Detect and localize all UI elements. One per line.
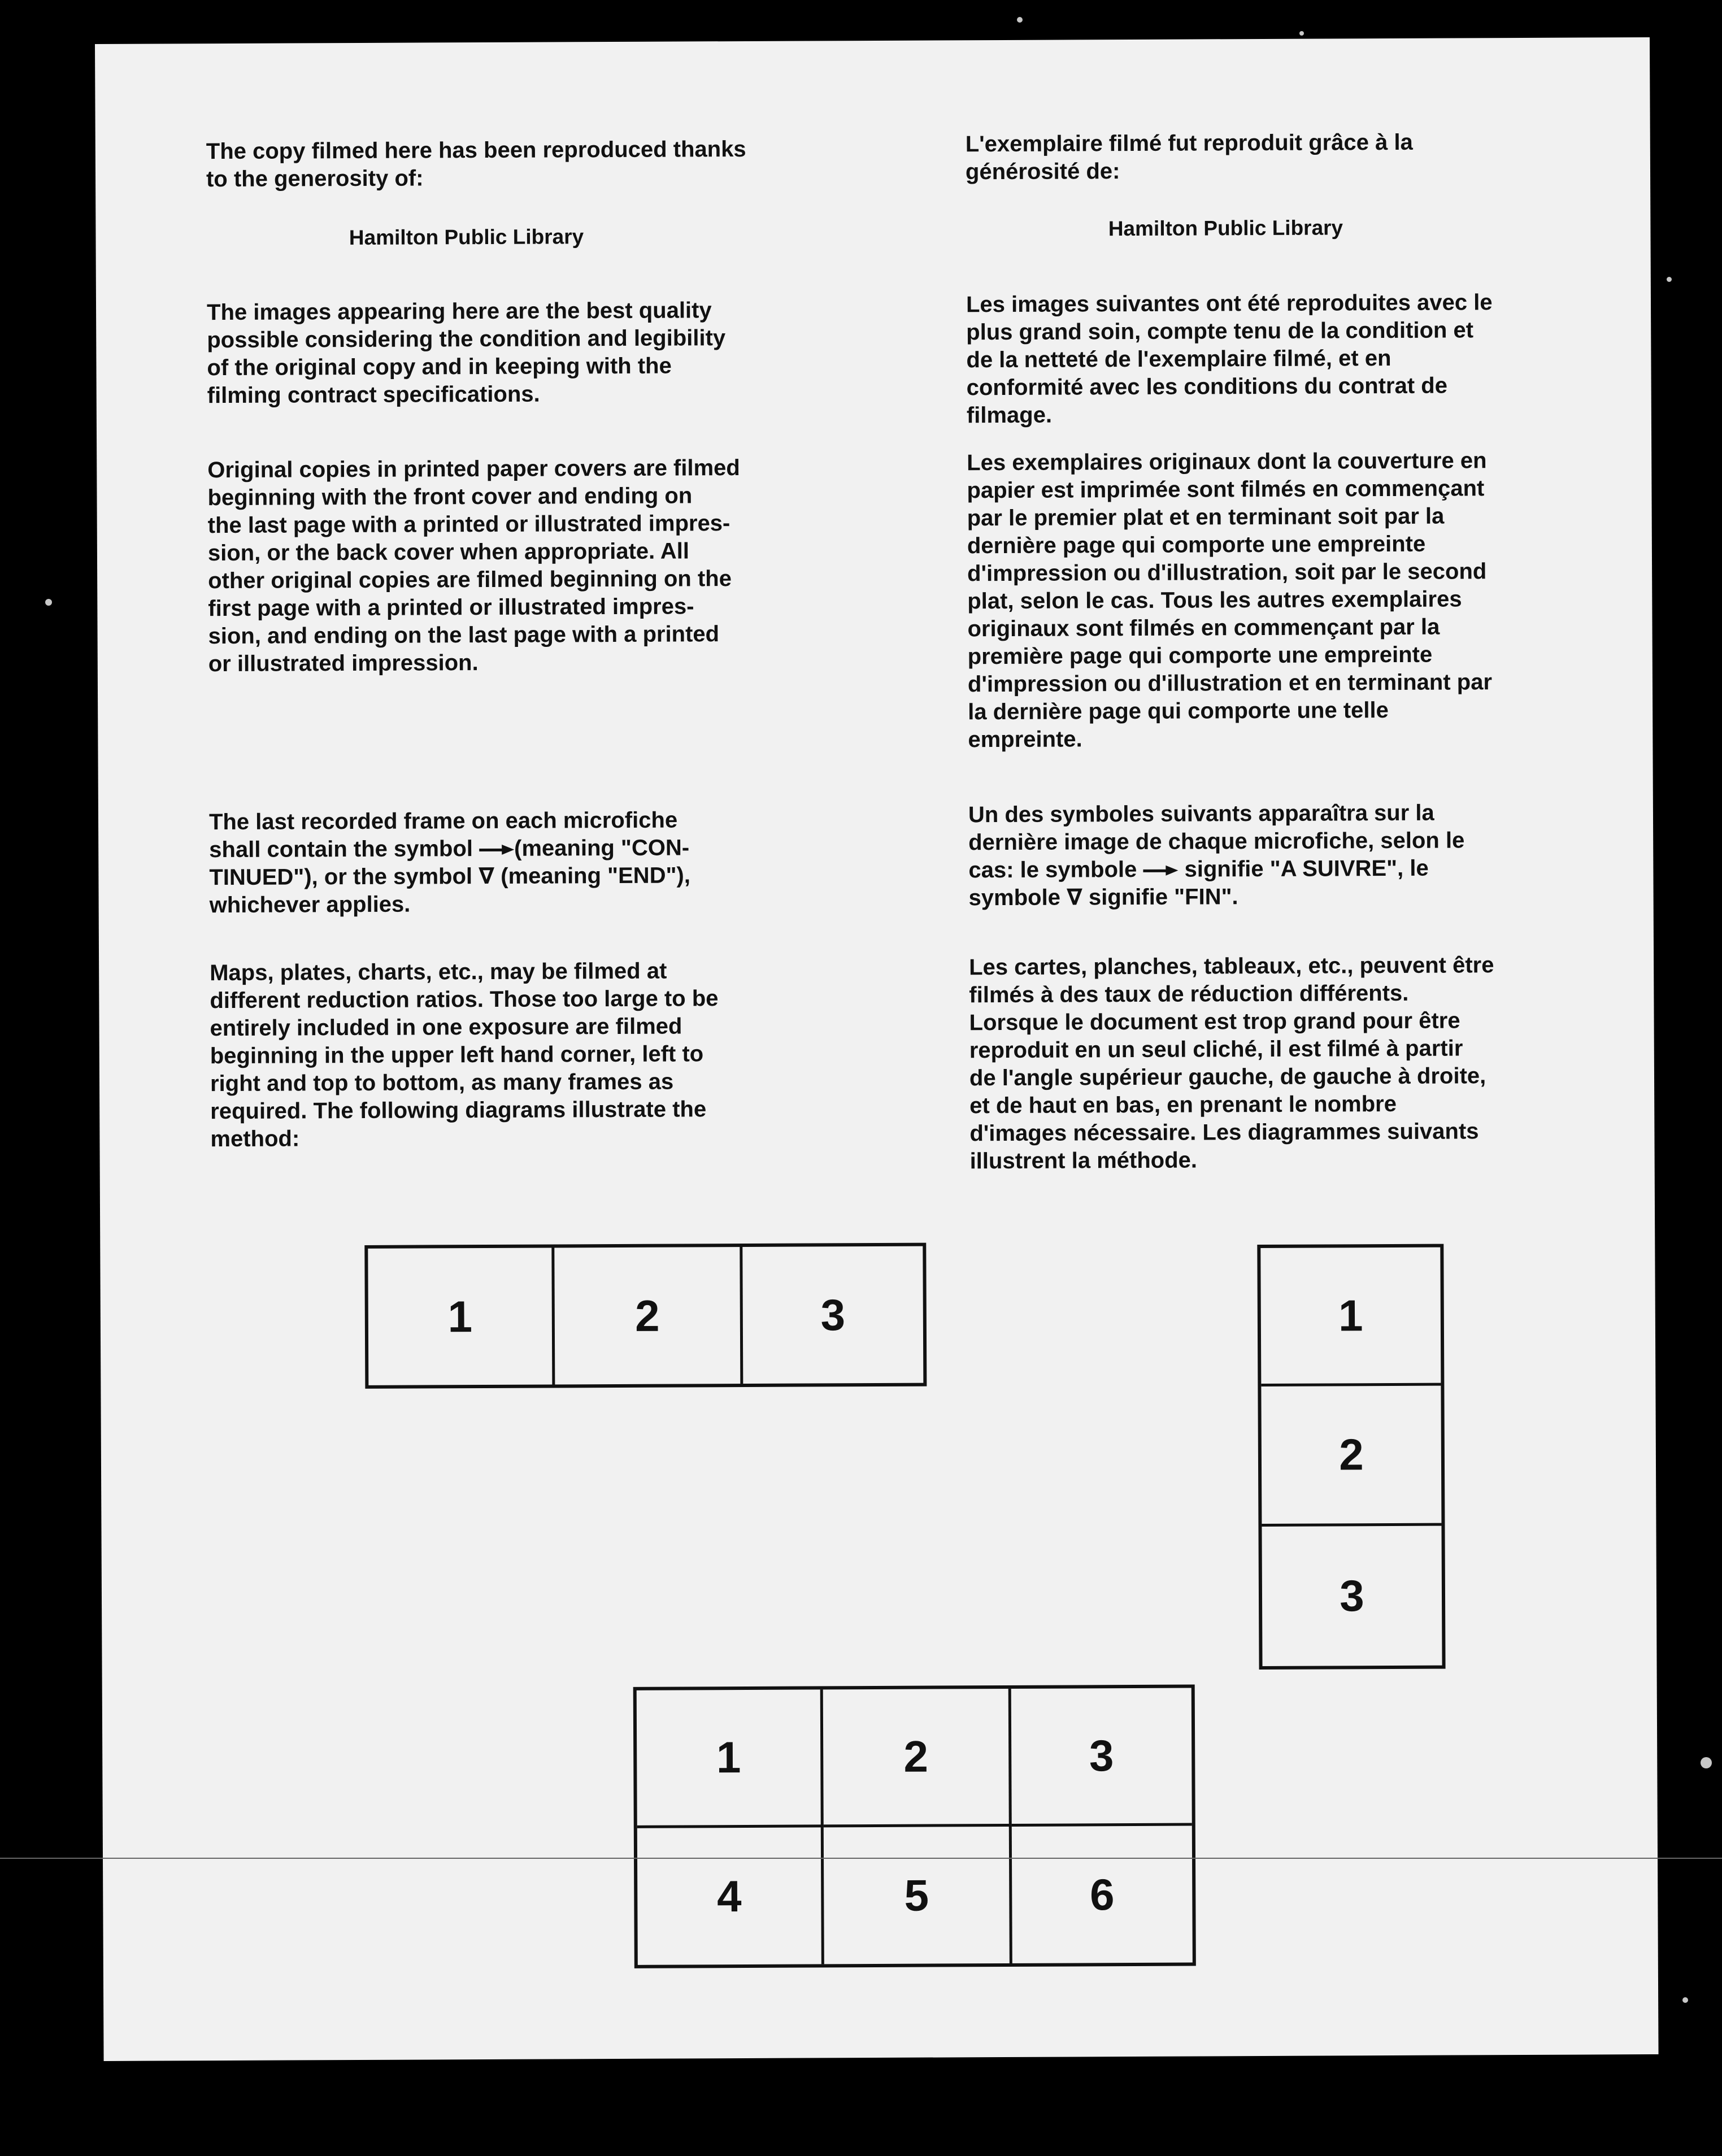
symbol-text-en-2: (meaning "CON- TINUED"), or the symbol xyxy=(209,835,690,890)
continued-arrow-icon xyxy=(479,845,514,855)
horizontal-frame-diagram xyxy=(364,1243,927,1389)
symbol-paragraph-en xyxy=(209,806,797,920)
thanks-paragraph-fr: L'exemplaire filmé fut reproduit grâce à la générosité de: xyxy=(965,129,1413,185)
library-name-en: Hamilton Public Library xyxy=(349,225,584,250)
library-name-fr: Hamilton Public Library xyxy=(1108,216,1343,241)
symbol-paragraph-fr xyxy=(968,799,1562,912)
thanks-paragraph-en: The copy filmed here has been reproduced thanks to the generosity of: xyxy=(206,136,746,192)
diagram-frame-cell: 4 xyxy=(637,1827,824,1964)
french-column xyxy=(965,128,1559,1174)
english-column xyxy=(206,136,794,1152)
scan-speck xyxy=(1701,1757,1712,1768)
maps-paragraph-en: Maps, plates, charts, etc., may be filmed at different reduction ratios. Those too large to be entirely included in one exposure are filmed beginning in the upper left hand corner, left to right and top to bottom, as many frames as required. The following diagrams illustrate the method: xyxy=(210,958,719,1152)
symbol-text-fr-2: signifie "A SUIVRE", le symbole xyxy=(968,855,1429,911)
symbol-text-fr-1: Un des symboles suivants apparaîtra sur la dernière image de chaque microfiche, selon le cas: le symbole xyxy=(968,800,1465,883)
diagram-frame-cell: 3 xyxy=(820,1289,846,1340)
quality-paragraph-en: The images appearing here are the best quality possible considering the condition and legibility of the original copy and in keeping with the filming contract specifications. xyxy=(206,298,726,408)
diagram-frame-cell: 2 xyxy=(823,1689,1012,1827)
symbol-text-en-3: (meaning "END"), whichever applies. xyxy=(209,863,691,918)
quality-paragraph-fr: Les images suivantes ont été reproduites avec le plus grand soin, compte tenu de la condition et de la netteté de l'exemplaire filmé, et en conformité avec les conditions du contrat de filmage. xyxy=(966,290,1493,428)
scan-speck xyxy=(1017,17,1023,23)
diagram-frame-cell: 6 xyxy=(1089,1869,1115,1919)
scan-speck xyxy=(45,599,52,606)
diagram-frame-cell: 5 xyxy=(824,1827,1012,1964)
maps-paragraph-fr: Les cartes, planches, tableaux, etc., peuvent être filmés à des taux de réduction différents. Lorsque le document est trop grand pour être reproduit en un seul cliché, il est filmé à partir de l'angle supérieur gauche, de gauche à droite, et de haut en bas, en prenant le nombre d'images nécessaire. Les diagrammes suivants illustrent la méthode. xyxy=(969,953,1494,1174)
scan-speck xyxy=(1682,1997,1688,2003)
scan-speck xyxy=(1299,31,1304,36)
scan-speck xyxy=(1667,277,1672,282)
symbol-text-fr-3: signifie "FIN". xyxy=(1082,884,1238,910)
diagram-frame-cell: 3 xyxy=(1011,1688,1192,1827)
diagram-frame-cell: 3 xyxy=(1340,1571,1364,1621)
symbol-text-en-1: The last recorded frame on each microfiche shall contain the symbol xyxy=(208,807,678,863)
continued-arrow-icon xyxy=(1143,866,1178,876)
scan-artifact-line xyxy=(0,1858,1722,1859)
covers-paragraph-fr: Les exemplaires originaux dont la couverture en papier est imprimée sont filmés en commençant par le premier plat et en terminant soit par la dernière page qui comporte une empreinte d'impression ou d'illustration, soit par le second plat, selon le cas. Tous les autres exemplaires originaux sont filmés en commençant par la première page qui comporte une empreinte d'impression ou d'illustration et en terminant par la dernière page qui comporte une telle empreinte. xyxy=(967,448,1493,753)
diagram-frame-cell: 1 xyxy=(1260,1247,1441,1386)
diagram-frame-cell: 1 xyxy=(637,1689,824,1828)
end-triangle-icon: ∇ xyxy=(1066,885,1082,910)
grid-frame-diagram xyxy=(633,1685,1196,1968)
vertical-frame-diagram xyxy=(1257,1244,1445,1670)
end-triangle-icon: ∇ xyxy=(479,863,495,889)
diagram-frame-cell: 2 xyxy=(554,1247,743,1384)
diagram-frame-cell: 1 xyxy=(368,1247,555,1385)
covers-paragraph-en: Original copies in printed paper covers are filmed beginning with the front cover and ending on the last page with a printed or illustrated impres- sion, or the back cover when appropriate. All other original copies are filmed beginning on the first page with a printed or illustrated impres- sion, and ending on the last page with a printed or illustrated impression. xyxy=(207,455,740,677)
diagram-frame-cell: 2 xyxy=(1261,1386,1441,1527)
filming-notice-page xyxy=(95,37,1659,2061)
